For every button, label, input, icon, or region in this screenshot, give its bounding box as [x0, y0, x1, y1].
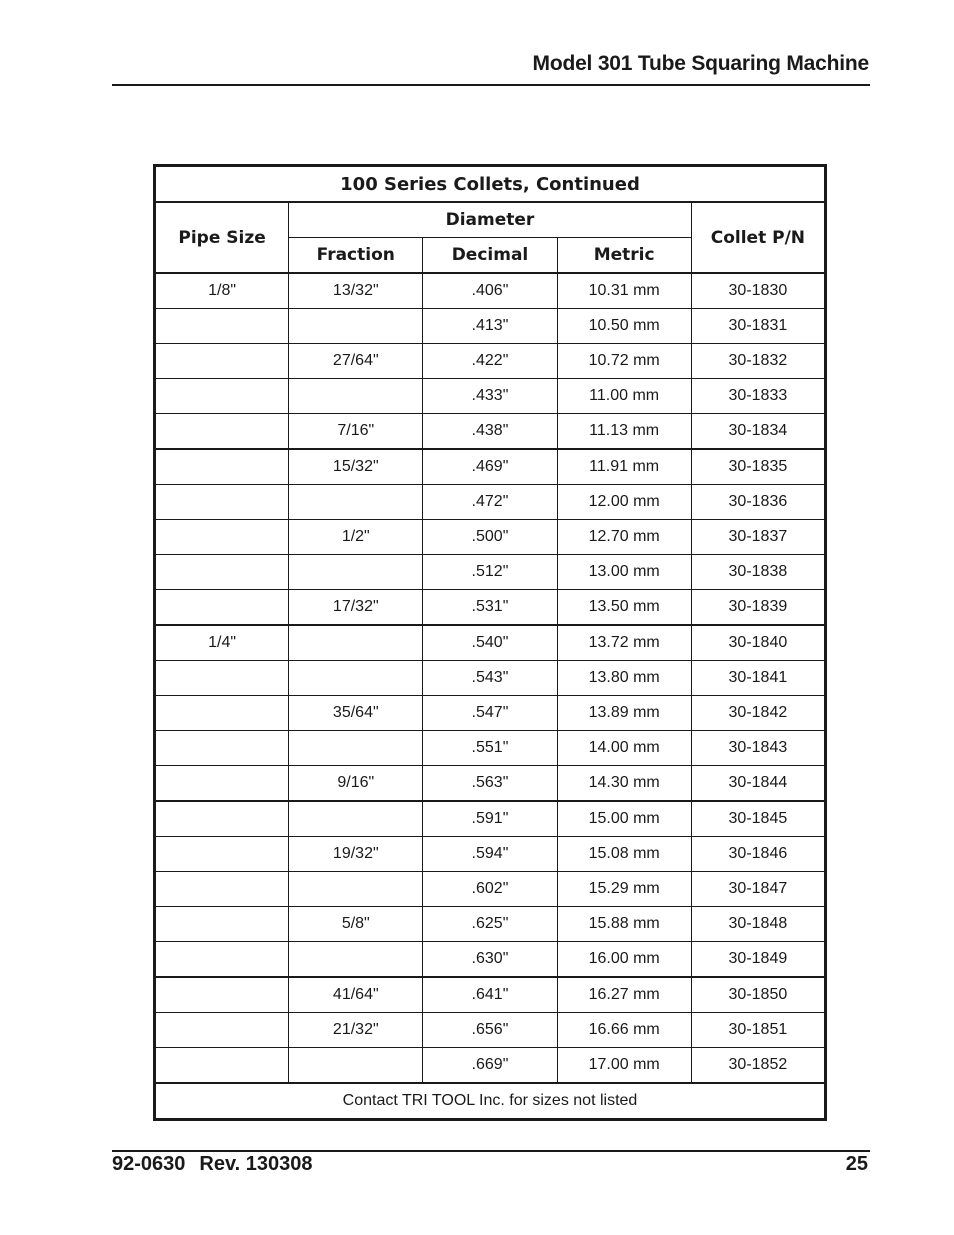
cell-pipe-size	[155, 1048, 289, 1084]
cell-collet-pn: 30-1834	[691, 414, 825, 450]
cell-metric: 15.88 mm	[557, 907, 691, 942]
cell-collet-pn: 30-1843	[691, 731, 825, 766]
cell-pipe-size	[155, 309, 289, 344]
table-row	[155, 520, 826, 555]
cell-decimal: .500"	[423, 520, 557, 555]
cell-pipe-size	[155, 731, 289, 766]
table-row	[155, 590, 826, 626]
table-row	[155, 1013, 826, 1048]
cell-metric: 10.31 mm	[557, 273, 691, 309]
cell-decimal: .531"	[423, 590, 557, 626]
cell-collet-pn: 30-1835	[691, 449, 825, 485]
cell-metric: 13.50 mm	[557, 590, 691, 626]
cell-pipe-size	[155, 1013, 289, 1048]
cell-fraction	[289, 942, 423, 978]
cell-metric: 16.00 mm	[557, 942, 691, 978]
cell-fraction	[289, 625, 423, 661]
cell-metric: 16.27 mm	[557, 977, 691, 1013]
cell-fraction: 21/32"	[289, 1013, 423, 1048]
page-header-title: Model 301 Tube Squaring Machine	[532, 52, 869, 75]
cell-fraction	[289, 555, 423, 590]
cell-metric: 14.00 mm	[557, 731, 691, 766]
table-row	[155, 801, 826, 837]
cell-metric: 15.00 mm	[557, 801, 691, 837]
cell-decimal: .669"	[423, 1048, 557, 1084]
cell-fraction	[289, 801, 423, 837]
header-diameter: Diameter	[289, 202, 692, 238]
table-row	[155, 449, 826, 485]
table-note-row	[155, 1083, 826, 1120]
cell-decimal: .630"	[423, 942, 557, 978]
table-row	[155, 766, 826, 802]
cell-collet-pn: 30-1848	[691, 907, 825, 942]
cell-metric: 10.50 mm	[557, 309, 691, 344]
cell-metric: 11.13 mm	[557, 414, 691, 450]
cell-fraction: 19/32"	[289, 837, 423, 872]
cell-fraction	[289, 485, 423, 520]
cell-collet-pn: 30-1836	[691, 485, 825, 520]
cell-metric: 14.30 mm	[557, 766, 691, 802]
cell-collet-pn: 30-1837	[691, 520, 825, 555]
table-head	[155, 166, 826, 274]
table-row	[155, 485, 826, 520]
cell-metric: 15.29 mm	[557, 872, 691, 907]
cell-metric: 13.89 mm	[557, 696, 691, 731]
cell-fraction: 13/32"	[289, 273, 423, 309]
cell-pipe-size	[155, 449, 289, 485]
cell-collet-pn: 30-1851	[691, 1013, 825, 1048]
cell-fraction: 17/32"	[289, 590, 423, 626]
cell-collet-pn: 30-1841	[691, 661, 825, 696]
cell-collet-pn: 30-1847	[691, 872, 825, 907]
cell-decimal: .543"	[423, 661, 557, 696]
table-row	[155, 344, 826, 379]
cell-collet-pn: 30-1846	[691, 837, 825, 872]
table-row	[155, 661, 826, 696]
cell-decimal: .563"	[423, 766, 557, 802]
header-pipe-size: Pipe Size	[155, 202, 289, 273]
table-row	[155, 731, 826, 766]
cell-decimal: .594"	[423, 837, 557, 872]
cell-pipe-size	[155, 414, 289, 450]
cell-fraction: 1/2"	[289, 520, 423, 555]
cell-collet-pn: 30-1840	[691, 625, 825, 661]
cell-decimal: .406"	[423, 273, 557, 309]
cell-decimal: .469"	[423, 449, 557, 485]
cell-decimal: .422"	[423, 344, 557, 379]
cell-pipe-size	[155, 942, 289, 978]
cell-fraction	[289, 309, 423, 344]
cell-decimal: .433"	[423, 379, 557, 414]
table-row	[155, 872, 826, 907]
footer-doc-number: 92-0630	[112, 1153, 186, 1175]
cell-collet-pn: 30-1839	[691, 590, 825, 626]
header-fraction: Fraction	[289, 238, 423, 274]
cell-metric: 13.72 mm	[557, 625, 691, 661]
cell-collet-pn: 30-1844	[691, 766, 825, 802]
cell-collet-pn: 30-1845	[691, 801, 825, 837]
table-title-row	[155, 166, 826, 203]
cell-pipe-size	[155, 520, 289, 555]
cell-pipe-size	[155, 977, 289, 1013]
footer-divider	[112, 1150, 870, 1152]
cell-fraction: 27/64"	[289, 344, 423, 379]
header-decimal: Decimal	[423, 238, 557, 274]
table-row	[155, 837, 826, 872]
cell-fraction: 5/8"	[289, 907, 423, 942]
cell-decimal: .438"	[423, 414, 557, 450]
table-row	[155, 907, 826, 942]
cell-decimal: .591"	[423, 801, 557, 837]
cell-pipe-size	[155, 661, 289, 696]
cell-collet-pn: 30-1849	[691, 942, 825, 978]
cell-fraction	[289, 661, 423, 696]
cell-fraction	[289, 379, 423, 414]
table-row	[155, 309, 826, 344]
cell-decimal: .602"	[423, 872, 557, 907]
cell-collet-pn: 30-1830	[691, 273, 825, 309]
cell-pipe-size	[155, 872, 289, 907]
table-header-row	[155, 202, 826, 238]
cell-pipe-size: 1/8"	[155, 273, 289, 309]
cell-fraction	[289, 731, 423, 766]
cell-pipe-size	[155, 907, 289, 942]
table-note: Contact TRI TOOL Inc. for sizes not listed	[155, 1083, 826, 1120]
cell-metric: 11.91 mm	[557, 449, 691, 485]
cell-metric: 16.66 mm	[557, 1013, 691, 1048]
table-foot	[155, 1083, 826, 1120]
table-row	[155, 696, 826, 731]
cell-decimal: .547"	[423, 696, 557, 731]
footer-page-number: 25	[845, 1153, 868, 1175]
cell-decimal: .551"	[423, 731, 557, 766]
footer-revision: Rev. 130308	[199, 1153, 313, 1175]
cell-metric: 17.00 mm	[557, 1048, 691, 1084]
cell-collet-pn: 30-1842	[691, 696, 825, 731]
cell-pipe-size	[155, 485, 289, 520]
cell-metric: 13.00 mm	[557, 555, 691, 590]
cell-fraction: 41/64"	[289, 977, 423, 1013]
table-row	[155, 555, 826, 590]
cell-pipe-size	[155, 801, 289, 837]
table-row	[155, 379, 826, 414]
cell-metric: 12.70 mm	[557, 520, 691, 555]
cell-decimal: .512"	[423, 555, 557, 590]
header-metric: Metric	[557, 238, 691, 274]
header-divider	[112, 84, 870, 86]
cell-collet-pn: 30-1838	[691, 555, 825, 590]
cell-fraction: 15/32"	[289, 449, 423, 485]
table-title: 100 Series Collets, Continued	[155, 166, 826, 203]
table-row	[155, 414, 826, 450]
footer-doc-info	[112, 1153, 312, 1176]
cell-metric: 12.00 mm	[557, 485, 691, 520]
table-row	[155, 1048, 826, 1084]
cell-collet-pn: 30-1852	[691, 1048, 825, 1084]
cell-decimal: .472"	[423, 485, 557, 520]
cell-collet-pn: 30-1850	[691, 977, 825, 1013]
table-row	[155, 273, 826, 309]
cell-pipe-size	[155, 837, 289, 872]
cell-fraction	[289, 872, 423, 907]
cell-fraction	[289, 1048, 423, 1084]
cell-collet-pn: 30-1831	[691, 309, 825, 344]
cell-metric: 11.00 mm	[557, 379, 691, 414]
cell-collet-pn: 30-1832	[691, 344, 825, 379]
collets-table	[153, 164, 827, 1121]
cell-pipe-size	[155, 344, 289, 379]
cell-decimal: .413"	[423, 309, 557, 344]
table-row	[155, 942, 826, 978]
cell-pipe-size: 1/4"	[155, 625, 289, 661]
cell-pipe-size	[155, 766, 289, 802]
cell-pipe-size	[155, 555, 289, 590]
cell-decimal: .641"	[423, 977, 557, 1013]
table-row	[155, 625, 826, 661]
cell-fraction: 9/16"	[289, 766, 423, 802]
cell-metric: 13.80 mm	[557, 661, 691, 696]
cell-fraction: 7/16"	[289, 414, 423, 450]
cell-pipe-size	[155, 379, 289, 414]
table-body	[155, 273, 826, 1083]
cell-pipe-size	[155, 590, 289, 626]
cell-metric: 10.72 mm	[557, 344, 691, 379]
header-collet-pn: Collet P/N	[691, 202, 825, 273]
cell-decimal: .625"	[423, 907, 557, 942]
cell-decimal: .656"	[423, 1013, 557, 1048]
table-row	[155, 977, 826, 1013]
cell-fraction: 35/64"	[289, 696, 423, 731]
cell-collet-pn: 30-1833	[691, 379, 825, 414]
cell-pipe-size	[155, 696, 289, 731]
cell-decimal: .540"	[423, 625, 557, 661]
cell-metric: 15.08 mm	[557, 837, 691, 872]
